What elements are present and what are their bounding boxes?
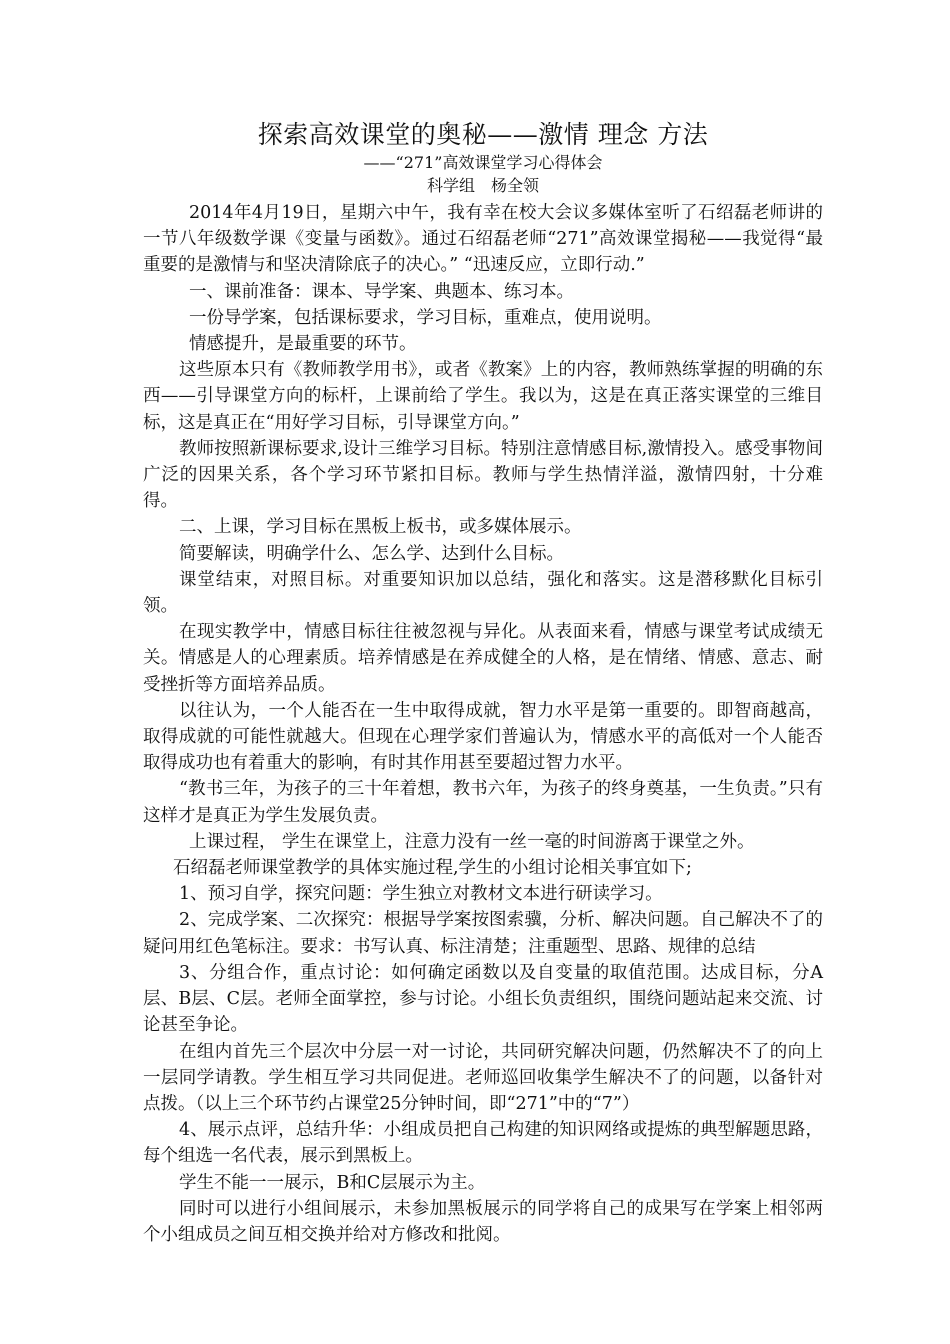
paragraph: 2014年4月19日，星期六中午，我有幸在校大会议多媒体室听了石绍磊老师讲的一节八年级数学课《变量与函数》。通过石绍磊老师“271”高效课堂揭秘——我觉得“最重要的是激情与和坚决清除底子的决心。” “迅速反应，立即行动.” <box>143 203 823 276</box>
paragraph: 同时可以进行小组间展示，未参加黑板展示的同学将自己的成果写在学案上相邻两个小组成员之间互相交换并给对方修改和批阅。 <box>143 1198 823 1245</box>
paragraph: 4、展示点评，总结升华：小组成员把自己构建的知识网络或提炼的典型解题思路，每个组选一名代表，展示到黑板上。 <box>143 1120 823 1167</box>
paragraph: 在现实教学中，情感目标往往被忽视与异化。从表面来看，情感与课堂考试成绩无关。情感是人的心理素质。培养情感是在养成健全的人格，是在情绪、情感、意志、耐受挫折等方面培养品质。 <box>143 622 823 695</box>
paragraph: 情感提升，是最重要的环节。 <box>189 334 417 355</box>
paragraph: 上课过程， 学生在课堂上，注意力没有一丝一毫的时间游离于课堂之外。 <box>189 831 755 852</box>
paragraph: 学生不能一一展示，B和C层展示为主。 <box>179 1172 486 1193</box>
document-title: 探索高效课堂的奥秘——激情 理念 方法 <box>257 120 709 149</box>
paragraph: 课堂结束，对照目标。对重要知识加以总结，强化和落实。这是潜移默化目标引领。 <box>143 569 823 617</box>
paragraph: 一、课前准备：课本、导学案、典题本、练习本。 <box>189 281 574 302</box>
paragraph: 二、上课，学习目标在黑板上板书，或多媒体展示。 <box>179 517 582 538</box>
paragraph: 一份导学案，包括课标要求，学习目标，重难点，使用说明。 <box>189 307 662 328</box>
document-subtitle: ——“271”高效课堂学习心得体会 <box>363 153 603 172</box>
document-author: 科学组 杨全领 <box>426 176 539 195</box>
paragraph: 教师按照新课标要求,设计三维学习目标。特别注意情感目标,激情投入。感受事物间广泛的因果关系，各个学习环节紧扣目标。教师与学生热情洋溢，激情四射，十分难得。 <box>143 438 823 512</box>
paragraph: “教书三年，为孩子的三十年着想，教书六年，为孩子的终身奠基，一生负责。”只有这样才是真正为学生发展负责。 <box>143 779 823 826</box>
paragraph: 石绍磊老师课堂教学的具体实施过程,学生的小组讨论相关事宜如下; <box>173 858 692 879</box>
paragraph: 1、预习自学，探究问题：学生独立对教材文本进行研读学习。 <box>179 884 663 905</box>
paragraph: 这些原本只有《教师教学用书》，或者《教案》上的内容，教师熟练掌握的明确的东西——引导课堂方向的标杆，上课前给了学生。我以为，这是在真正落实课堂的三维目标，这是真正在“用好学习目标，引导课堂方向。” <box>143 360 823 433</box>
paragraph: 2、完成学案、二次探究：根据导学案按图索骥，分析、解决问题。自己解决不了的疑问用红色笔标注。要求：书写认真、标注清楚；注重题型、思路、规律的总结 <box>143 910 823 957</box>
paragraph: 简要解读，明确学什么、怎么学、达到什么目标。 <box>179 543 564 564</box>
paragraph: 在组内首先三个层次中分层一对一讨论，共同研究解决问题，仍然解决不了的向上一层同学请教。学生相互学习共同促进。老师巡回收集学生解决不了的问题，以备针对点拨。（以上三个环节约占课堂25分钟时间，即“271”中的“7”） <box>143 1041 823 1114</box>
paragraph: 以往认为，一个人能否在一生中取得成就，智力水平是第一重要的。即智商越高，取得成就的可能性就越大。但现在心理学家们普遍认为，情感水平的高低对一个人能否取得成功也有着重大的影响，有时其作用甚至要超过智力水平。 <box>143 700 823 774</box>
paragraph: 3、分组合作，重点讨论：如何确定函数以及自变量的取值范围。达成目标，分A层、B层、C层。老师全面掌控，参与讨论。小组长负责组织，围绕问题站起来交流、讨论甚至争论。 <box>143 962 823 1036</box>
document-page <box>143 118 823 1248</box>
